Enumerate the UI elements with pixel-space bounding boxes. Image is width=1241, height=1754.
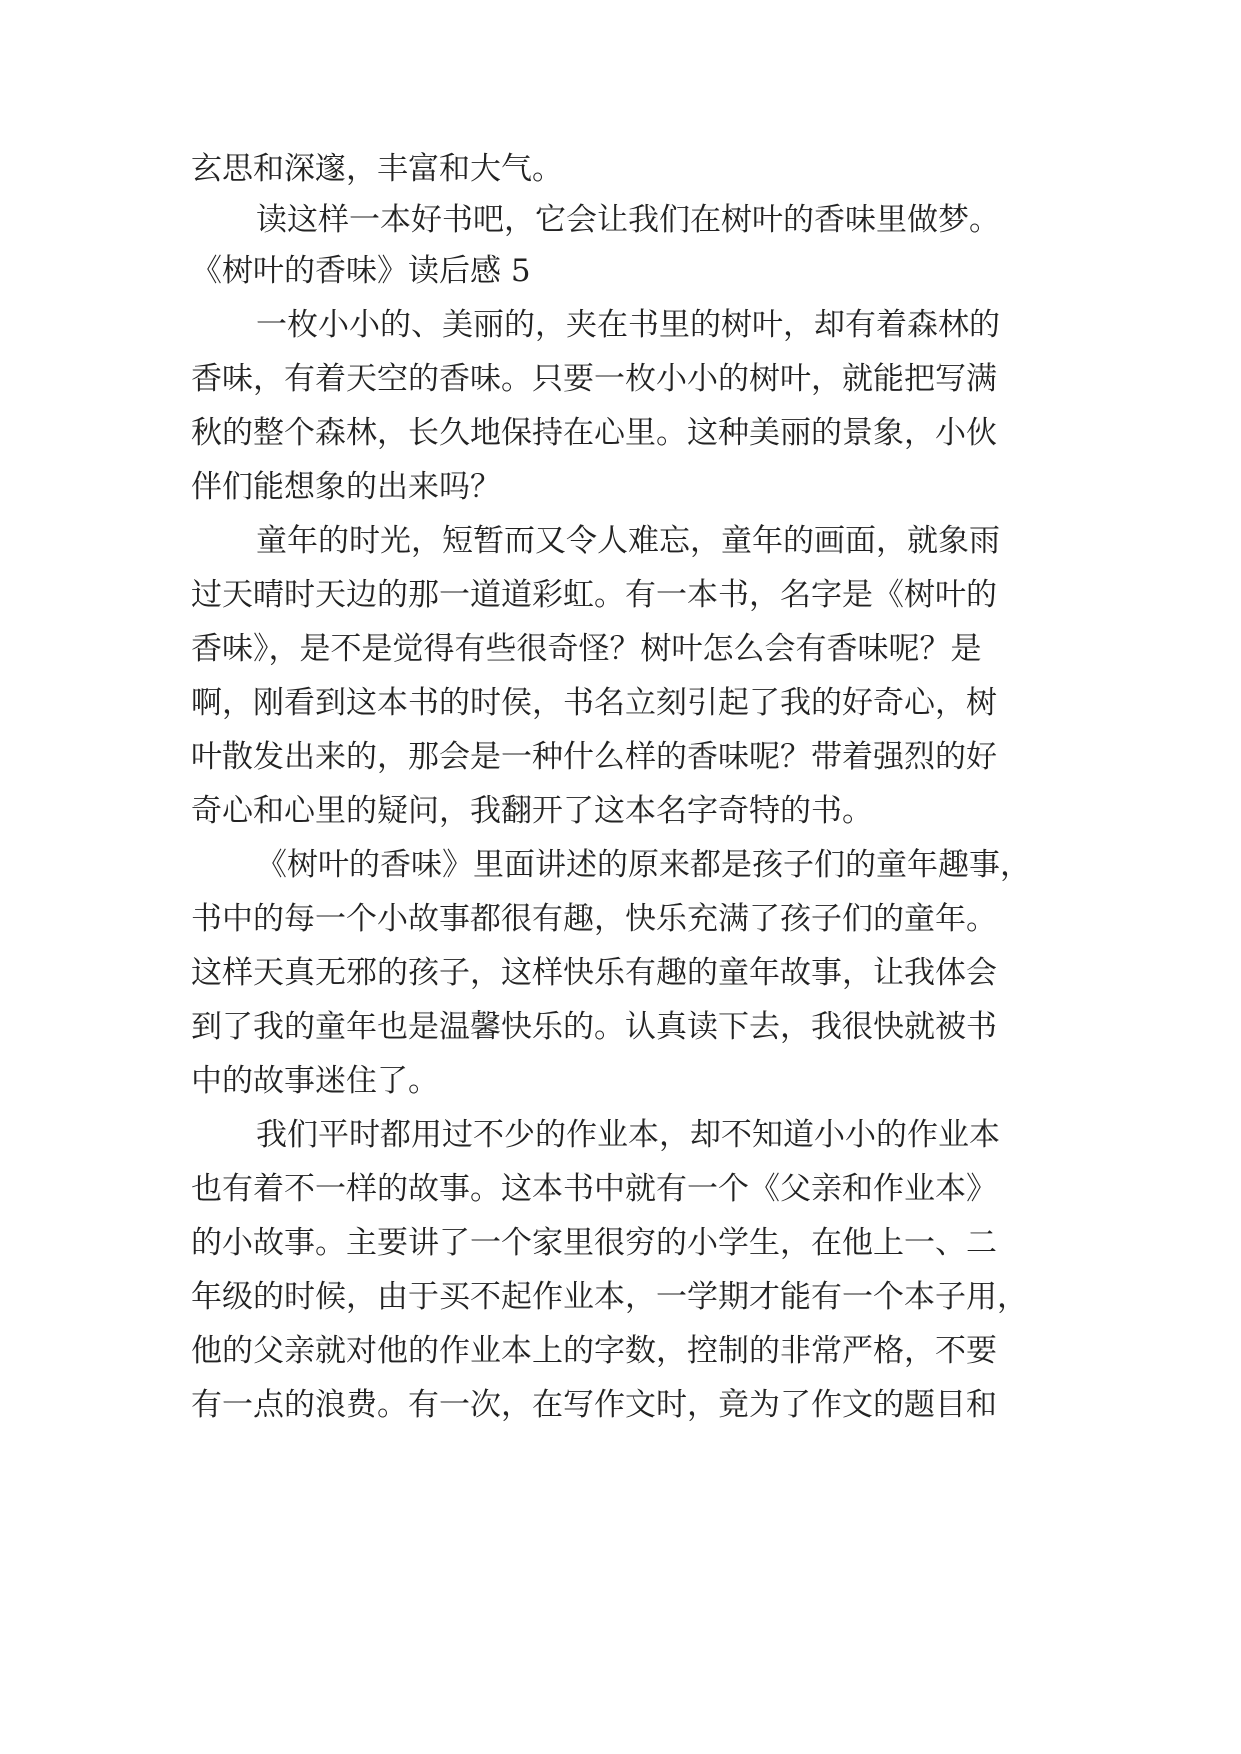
text-line: 伴们能想象的出来吗？ [191,469,501,505]
text-line: 过天晴时天边的那一道道彩虹。有一本书，名字是《树叶的 [191,577,997,613]
text-line: 香味，有着天空的香味。只要一枚小小的树叶，就能把写满 [191,361,997,397]
text-line: 香味》，是不是觉得有些很奇怪？树叶怎么会有香味呢？是 [191,631,982,667]
text-line: 也有着不一样的故事。这本书中就有一个《父亲和作业本》 [191,1171,997,1207]
text-line: 叶散发出来的，那会是一种什么样的香味呢？带着强烈的好 [191,739,997,775]
text-line: 这样天真无邪的孩子，这样快乐有趣的童年故事，让我体会 [191,955,997,991]
text-line: 一枚小小的、美丽的，夹在书里的树叶，却有着森林的 [256,307,1000,343]
text-line: 年级的时候，由于买不起作业本，一学期才能有一个本子用， [191,1279,1028,1315]
text-line: 读这样一本好书吧，它会让我们在树叶的香味里做梦。 [256,202,1000,238]
text-line: 我们平时都用过不少的作业本，却不知道小小的作业本 [256,1117,1000,1153]
text-line: 的小故事。主要讲了一个家里很穷的小学生，在他上一、二 [191,1225,997,1261]
text-line: 《树叶的香味》里面讲述的原来都是孩子们的童年趣事， [256,847,1031,883]
text-line: 童年的时光，短暂而又令人难忘，童年的画面，就象雨 [256,523,1000,559]
text-line: 中的故事迷住了。 [191,1063,439,1099]
text-line: 奇心和心里的疑问，我翻开了这本名字奇特的书。 [191,793,873,829]
section-heading: 《树叶的香味》读后感 5 [191,253,531,289]
text-line: 玄思和深邃，丰富和大气。 [191,151,563,187]
text-line: 到了我的童年也是温馨快乐的。认真读下去，我很快就被书 [191,1009,997,1045]
text-line: 书中的每一个小故事都很有趣，快乐充满了孩子们的童年。 [191,901,997,937]
text-line: 啊，刚看到这本书的时侯，书名立刻引起了我的好奇心，树 [191,685,997,721]
text-line: 秋的整个森林，长久地保持在心里。这种美丽的景象，小伙 [191,415,997,451]
text-line: 他的父亲就对他的作业本上的字数，控制的非常严格，不要 [191,1333,997,1369]
text-line: 有一点的浪费。有一次，在写作文时，竟为了作文的题目和 [191,1387,997,1423]
